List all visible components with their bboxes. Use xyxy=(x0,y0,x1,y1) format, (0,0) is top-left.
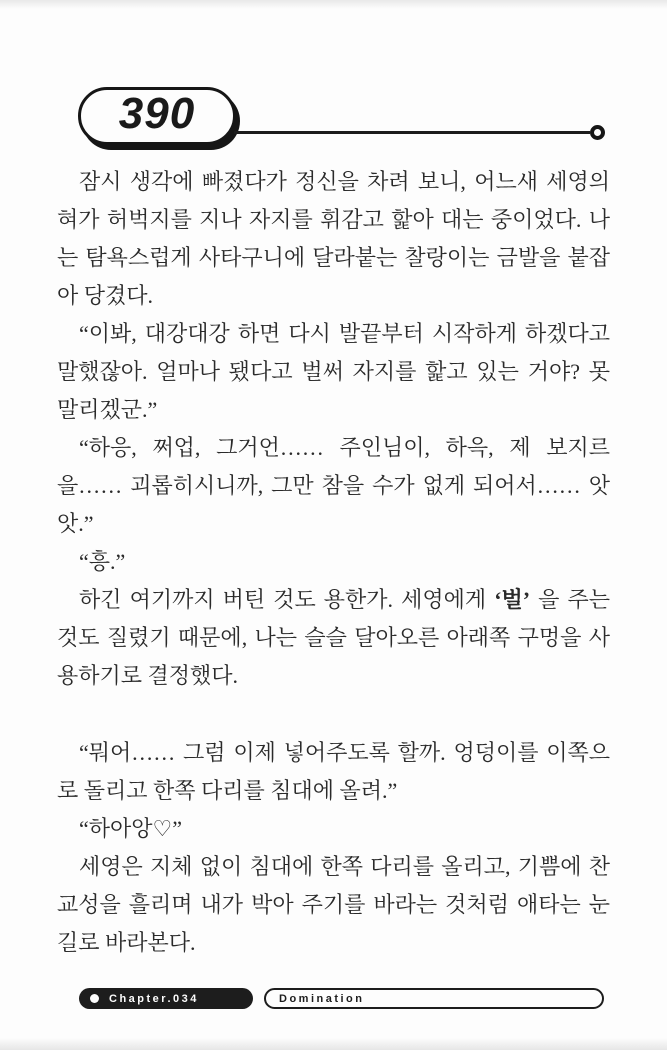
narration-paragraph-emphasis xyxy=(57,581,610,695)
series-title-label: Domination xyxy=(279,992,365,1005)
dialogue-paragraph: “이봐, 대강대강 하면 다시 발끝부터 시작하게 하겠다고 말했잖아. 얼마나 됐다고 벌써 자지를 핥고 있는 거야? 못 말리겠군.” xyxy=(57,321,610,422)
page-body-text xyxy=(57,163,610,962)
dialogue-paragraph: “하아앙♡” xyxy=(79,816,183,841)
page-header xyxy=(78,82,605,146)
dialogue-paragraph: “하응, 쩌업, 그거언…… 주인님이, 하윽, 제 보지르을…… 괴롭히시니까, 그만 참을 수가 없게 되어서…… 앗앗.” xyxy=(57,435,610,536)
dialogue-paragraph: “흥.” xyxy=(79,549,126,574)
ring-icon xyxy=(590,125,605,140)
emphasized-word: ‘벌’ xyxy=(494,587,531,612)
narration-text-after: 을 주는 것도 질렸기 때문에, 나는 슬슬 달아오른 아래쪽 구멍을 사용하기로 결정했다. xyxy=(57,587,610,688)
chapter-label: Chapter.034 xyxy=(109,992,199,1005)
header-rule xyxy=(234,131,590,134)
page-number: 390 xyxy=(118,89,196,138)
narration-paragraph: 세영은 지체 없이 침대에 한쪽 다리를 올리고, 기쁨에 찬 교성을 흘리며 내가 박아 주기를 바라는 것처럼 애타는 눈길로 바라본다. xyxy=(57,854,610,955)
dialogue-paragraph: “뭐어…… 그럼 이제 넣어주도록 할까. 엉덩이를 이쪽으로 돌리고 한쪽 다리를 침대에 올려.” xyxy=(57,740,610,803)
narration-text-before: 하긴 여기까지 버틴 것도 용한가. 세영에게 xyxy=(79,587,495,612)
narration-paragraph: 잠시 생각에 빠졌다가 정신을 차려 보니, 어느새 세영의 혀가 허벅지를 지나 자지를 휘감고 핥아 대는 중이었다. 나는 탐욕스럽게 사타구니에 달라붙는 찰랑이는 금발을 붙잡아 당겼다. xyxy=(57,169,610,308)
series-title-badge xyxy=(264,988,604,1009)
page-footer xyxy=(79,988,604,1009)
bullet-dot-icon xyxy=(90,994,99,1003)
page-number-badge xyxy=(78,87,236,145)
chapter-badge xyxy=(79,988,253,1009)
